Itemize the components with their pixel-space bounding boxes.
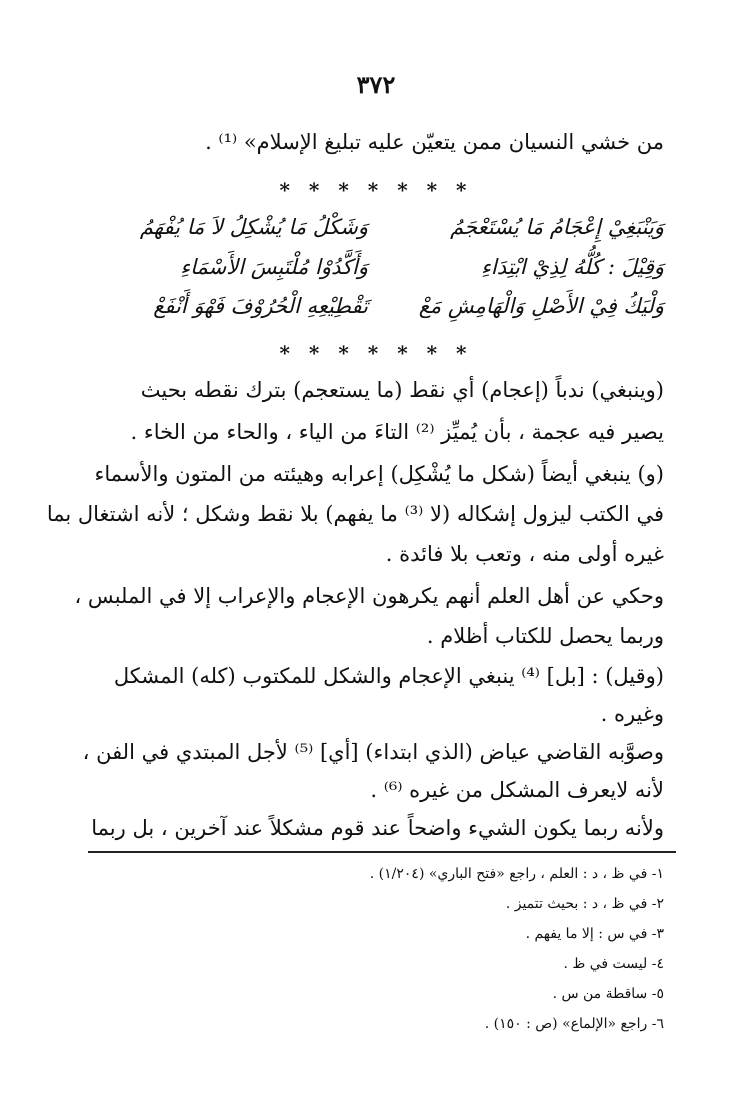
footnote: ١- في ظ ، د : العلم ، راجع «فتح الباري» (١/٢٠٤) .	[369, 866, 664, 882]
page-number: ٣٧٢	[356, 70, 396, 99]
stars-divider-top: * * * * * * *	[279, 178, 473, 202]
paragraph-line: (وقيل) : [بل] ⁽⁴⁾ ينبغي الإعجام والشكل للمكتوب (كله) المشكل	[113, 664, 664, 688]
paragraph-line: وصوَّبه القاضي عياض (الذي ابتداء) [أي] ⁽⁵⁾ لأجل المبتدي في الفن ،	[82, 740, 664, 764]
paragraph-line: في الكتب ليزول إشكاله (لا ⁽³⁾ ما يفهم) بلا نقط وشكل ؛ لأنه اشتغال بما	[46, 502, 664, 526]
footnote: ٢- في ظ ، د : بحيث تتميز .	[505, 896, 664, 912]
paragraph-line: ولأنه ربما يكون الشيء واضحاً عند قوم مشكلاً عند آخرين ، بل ربما	[91, 816, 664, 840]
verse-2-first-hemistich: وَقِيْلَ : كُلُّهُ لِذِيْ ابْتِدَاءِ	[480, 255, 664, 279]
paragraph-line: (و) ينبغي أيضاً (شكل ما يُشْكِل) إعرابه وهيئته من المتون والأسماء	[94, 462, 664, 486]
paragraph-line: (وينبغي) ندباً (إعجام) أي نقط (ما يستعجم) بترك نقطه بحيث	[140, 378, 664, 402]
verse-3-first-hemistich: وَلْيَكُ فِيْ الأَصْلِ وَالْهَامِشِ مَعْ	[418, 294, 664, 318]
paragraph-line: يصير فيه عجمة ، بأن يُميِّز ⁽²⁾ التاءَ من الياء ، والحاء من الخاء .	[130, 420, 664, 444]
footnote: ٤- ليست في ظ .	[563, 956, 664, 972]
paragraph-line: غيره أولى منه ، وتعب بلا فائدة .	[385, 542, 664, 566]
verse-3-second-hemistich: تَقْطِيْعِهِ الْحُرُوْفَ فَهْوَ أَنْفَعْ	[153, 294, 368, 318]
footnote: ٥- ساقطة من س .	[552, 986, 664, 1002]
footnote: ٦- راجع «الإلماع» (ص : ١٥٠) .	[484, 1016, 664, 1032]
paragraph-line: وحكي عن أهل العلم أنهم يكرهون الإعجام والإعراب إلا في الملبس ،	[74, 584, 664, 608]
paragraph-line: لأنه لايعرف المشكل من غيره ⁽⁶⁾ .	[370, 778, 664, 802]
intro-line: من خشي النسيان ممن يتعيّن عليه تبليغ الإسلام» ⁽¹⁾ .	[205, 130, 664, 154]
footnote-divider	[88, 851, 676, 853]
footnote: ٣- في س : إلا ما يفهم .	[525, 926, 664, 942]
paragraph-line: وربما يحصل للكتاب أظلام .	[426, 624, 664, 648]
verse-2-second-hemistich: وَأَكَّدُوْا مُلْتَبِسَ الأَسْمَاءِ	[180, 255, 368, 279]
verse-1-second-hemistich: وَشَكْلُ مَا يُشْكِلُ لاَ مَا يُفْهَمُ	[139, 215, 368, 239]
paragraph-line: وغيره .	[600, 702, 664, 726]
stars-divider-bottom: * * * * * * *	[279, 341, 473, 365]
verse-1-first-hemistich: وَيَنْبَغِيْ إِعْجَامُ مَا يُسْتَعْجَمُ	[450, 215, 664, 239]
